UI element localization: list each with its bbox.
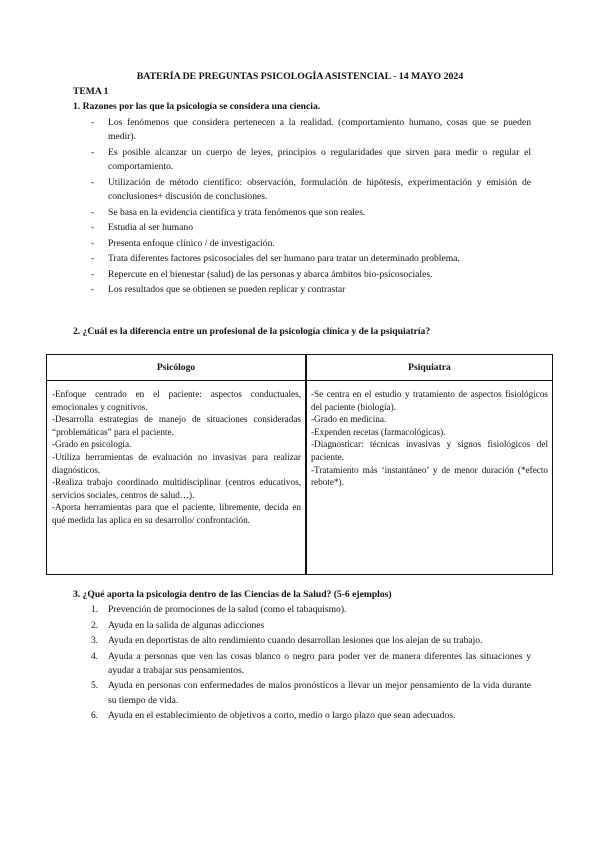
- item-number: 4.: [91, 650, 99, 662]
- question-2-heading: 2. ¿Cuál es la diferencia entre un profesional de la psicología clínica y de la psiquiatría?: [73, 326, 431, 337]
- bullet-dash: -: [91, 268, 95, 280]
- bullet-dash: -: [91, 253, 95, 265]
- table-cell-line: -Utiliza herramientas de evaluación no invasivas para realizar diagnósticos.: [52, 451, 301, 475]
- list-item: 2. Ayuda en la salida de algunas adicciones: [91, 619, 531, 633]
- table-cell-line: -Desarrolla estrategias de manejo de situaciones consideradas “problemáticas” para el paciente.: [52, 414, 301, 437]
- bullet-dash: -: [91, 206, 95, 218]
- table-cell-line: -Expenden recetas (farmacológicas).: [311, 426, 446, 437]
- table-cell-line: -Aporta herramientas para que el paciente, libremente, decida en qué medida las aplica en su desarrollo/ confrontación.: [52, 502, 301, 525]
- list-item: - Los fenómenos que considera pertenecen a la realidad. (comportamiento humano, cosas que se pueden medir).: [91, 117, 531, 143]
- table-cell-line: -Enfoque centrado en el paciente: aspectos conductuales, emocionales y cognitivos.: [52, 389, 301, 412]
- bullet-dash: -: [91, 146, 95, 158]
- item-number: 2.: [91, 619, 99, 631]
- psicologo-column: [52, 388, 301, 527]
- column-divider: [305, 355, 307, 574]
- document-title: BATERÍA DE PREGUNTAS PSICOLOGÍA ASISTENCIAL - 14 MAYO 2024: [136, 71, 464, 82]
- question-3-answer-list: [91, 603, 531, 725]
- question-1-heading: 1. Razones por las que la psicología se considera una ciencia.: [73, 101, 321, 112]
- table-cell-line: -Tratamiento más ‘instantáneo’ y de menor duración (*efecto rebote*).: [311, 464, 548, 488]
- table-cell-line: -Grado en medicina.: [311, 414, 387, 425]
- list-item: - Utilización de método científico: observación, formulación de hipótesis, experimentación y emisión de conclusiones+ discusión de conclusiones.: [91, 176, 531, 203]
- list-item: 6. Ayuda en el establecimiento de objetivos a corto, medio o largo plazo que sean adecuados.: [91, 709, 531, 723]
- list-item: - Repercute en el bienestar (salud) de las personas y abarca ámbitos bio-psicosociales.: [91, 268, 531, 282]
- list-item: 3. Ayuda en deportistas de alto rendimiento cuando desarrollan lesiones que los alejan de su trabajo.: [91, 634, 531, 648]
- table-cell-line: -Grado en psicología.: [52, 439, 132, 450]
- bullet-dash: -: [91, 176, 95, 188]
- list-item: - Trata diferentes factores psicosociales del ser humano para tratar un determinado problema.: [91, 252, 531, 266]
- list-item: - Se basa en la evidencia científica y trata fenómenos que son reales.: [91, 206, 531, 220]
- list-item: - Presenta enfoque clínico / de investigación.: [91, 237, 531, 251]
- list-item: 1. Prevención de promociones de la salud (como el tabaquismo).: [91, 603, 531, 617]
- bullet-dash: -: [91, 222, 95, 234]
- item-number: 1.: [91, 604, 99, 615]
- bullet-dash: -: [91, 117, 95, 128]
- bullet-dash: -: [91, 284, 95, 296]
- section-label: TEMA 1: [73, 86, 109, 97]
- table-cell-line: -Se centra en el estudio y tratamiento de aspectos fisiológicos del paciente (biología).: [311, 389, 548, 412]
- column-header-psiquiatra: Psiquiatra: [408, 362, 451, 373]
- list-item: - Los resultados que se obtienen se pueden replicar y contrastar: [91, 283, 531, 297]
- list-item: 4. Ayuda a personas que ven las cosas blanco o negro para poder ver de manera diferentes las situaciones y ayudar a trabajar sus pensamientos.: [91, 650, 531, 676]
- list-item: - Es posible alcanzar un cuerpo de leyes, principios o regularidades que sirven para medir o regular el comportamiento.: [91, 146, 531, 173]
- bullet-dash: -: [91, 237, 95, 249]
- comparison-table: [46, 354, 553, 575]
- table-cell-line: -Realiza trabajo coordinado multidisciplinar (centros educativos, servicios sociales, centros de salud…).: [52, 477, 301, 500]
- item-number: 5.: [91, 680, 99, 692]
- table-cell-line: -Diagnosticar: técnicas invasivas y signos fisiológicos del paciente.: [311, 439, 548, 462]
- question-3-heading: 3. ¿Qué aporta la psicología dentro de las Ciencias de la Salud? (5-6 ejemplos): [73, 589, 392, 600]
- column-header-psicologo: Psicólogo: [156, 362, 196, 373]
- list-item: 5. Ayuda en personas con enfermedades de malos pronósticos a llevar un mejor pensamiento de la vida durante su tiempo de vida.: [91, 680, 531, 706]
- list-item: - Estudia al ser humano: [91, 221, 531, 235]
- item-number: 3.: [91, 635, 99, 646]
- psiquiatra-column: [311, 388, 548, 489]
- question-1-answer-list: [91, 116, 531, 299]
- item-number: 6.: [91, 710, 99, 722]
